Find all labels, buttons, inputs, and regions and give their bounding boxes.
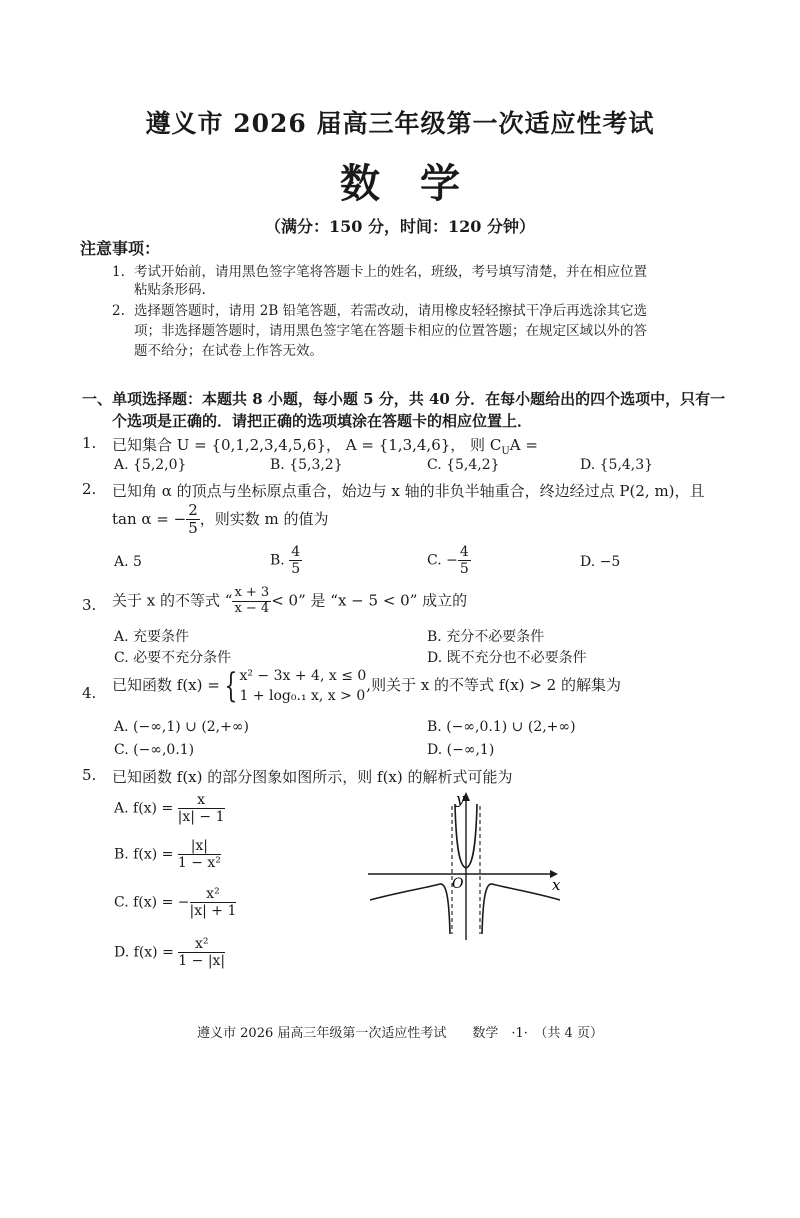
q5-option-a-label: A. [114, 800, 129, 817]
note-1-line-1: 考试开始前，请用黑色签字笔将答题卡上的姓名，班级，考号填写清楚，并在相应位置 [134, 264, 647, 280]
q1-number: 1. [82, 434, 97, 452]
q3-option-a[interactable]: A. 充要条件 [114, 629, 190, 645]
q2-tan-num: 2 [188, 501, 198, 519]
q4-case-1: x² − 3x + 4, x ≤ 0 [239, 668, 367, 684]
page-footer: 遵义市 2026 届高三年级第一次适应性考试 数学 ·1· （共 4 页） [197, 1026, 603, 1041]
q5-option-a-lhs: f(x) = [133, 800, 174, 817]
exam-title: 遵义市 2026 届高三年级第一次适应性考试 [145, 109, 655, 138]
q4-option-a[interactable]: A. (−∞,1) ∪ (2,+∞) [114, 719, 249, 735]
section-1-heading: 一、单项选择题：本题共 8 小题，每小题 5 分，共 40 分．在每小题给出的四个选项中，只有一 [82, 390, 726, 408]
q1-option-c[interactable]: C. {5,4,2} [427, 457, 500, 473]
q5-option-a-num: x [178, 792, 225, 809]
q1-option-b[interactable]: B. {5,3,2} [270, 457, 343, 473]
q5-option-c-den: |x| + 1 [189, 903, 237, 920]
q4-option-b[interactable]: B. (−∞,0.1) ∪ (2,+∞) [427, 719, 576, 735]
q2-tan-den: 5 [188, 519, 198, 538]
note-2-number: 2. [112, 303, 125, 319]
q3-stem-mid: < 0” 是 “x − 5 < 0” 成立的 [271, 591, 468, 610]
q1-stem-text: 已知集合 U = {0,1,2,3,4,5,6}， A = {1,3,4,6}， 则 C [112, 436, 502, 454]
q5-option-b-num: |x| [178, 838, 221, 855]
q5-option-c-lhs: f(x) = − [133, 894, 190, 911]
note-2-line-3: 题不给分；在试卷上作答无效。 [134, 343, 323, 359]
q2-option-c[interactable] [427, 544, 471, 577]
q5-option-a-fraction [178, 792, 225, 825]
q2-tan-fraction [186, 502, 200, 538]
q5-option-d-den: 1 − |x| [178, 953, 226, 970]
q3-option-c[interactable]: C. 必要不充分条件 [114, 650, 232, 666]
graph-origin-label: O [452, 876, 464, 892]
q2-number: 2. [82, 480, 97, 498]
q5-option-c-fraction [190, 886, 237, 919]
q5-option-b-lhs: f(x) = [133, 846, 174, 863]
q5-option-c[interactable] [114, 886, 236, 919]
q2-stem-line1: 已知角 α 的顶点与坐标原点重合，始边与 x 轴的非负半轴重合，终边经过点 P(2, m)，且 [112, 482, 705, 500]
q1-option-d[interactable]: D. {5,4,3} [580, 457, 654, 473]
q5-stem: 已知函数 f(x) 的部分图象如图所示，则 f(x) 的解析式可能为 [112, 768, 513, 786]
q4-stem-post: ,则关于 x 的不等式 f(x) > 2 的解集为 [366, 676, 621, 694]
q4-cases [239, 666, 366, 706]
q4-stem-pre: 已知函数 f(x) = [112, 676, 220, 694]
q2-option-b-fraction [289, 544, 302, 577]
q1-stem-tail: A = [509, 436, 538, 454]
q3-frac-den: x − 4 [234, 600, 270, 616]
q5-option-b-label: B. [114, 846, 129, 863]
q3-number: 3. [82, 596, 97, 614]
q2-option-c-label: C. − [427, 552, 458, 569]
q2-tan-tail: ，则实数 m 的值为 [199, 509, 329, 528]
q2-tan-lhs: tan α = − [112, 509, 187, 528]
q5-option-b-den: 1 − x² [177, 855, 221, 872]
q5-option-d-label: D. [114, 944, 130, 961]
q4-case-2: 1 + log₀.₁ x, x > 0 [239, 688, 366, 704]
graph-curve-left [370, 884, 450, 934]
q5-option-c-num: x² [190, 886, 237, 903]
q2-option-b-den: 5 [291, 561, 301, 578]
graph-x-label: x [552, 876, 561, 894]
q5-option-c-label: C. [114, 894, 129, 911]
q2-option-b-label: B. [270, 552, 285, 569]
graph-curve-right [482, 884, 560, 934]
note-1-number: 1. [112, 264, 125, 280]
q5-option-d-num: x² [178, 936, 225, 953]
section-1-heading-cont: 个选项是正确的．请把正确的选项填涂在答题卡的相应位置上． [112, 412, 533, 430]
q5-option-a-den: |x| − 1 [177, 809, 225, 826]
note-2-line-1: 选择题答题时，请用 2B 铅笔答题，若需改动，请用橡皮轻轻擦拭干净后再选涂其它选 [134, 303, 648, 319]
q3-option-b[interactable]: B. 充分不必要条件 [427, 629, 545, 645]
q1-stem-sub: U [501, 446, 510, 457]
note-2-line-2: 项；非选择题答题时，请用黑色签字笔在答题卡相应的位置答题；在规定区域以外的答 [134, 323, 647, 339]
graph-y-label: y [456, 790, 465, 808]
note-1-line-2: 粘贴条形码. [134, 282, 206, 298]
q5-function-graph [360, 784, 580, 944]
q5-option-d[interactable] [114, 936, 225, 969]
q2-stem-line2 [112, 502, 329, 538]
q4-number: 4. [82, 684, 97, 702]
q4-option-c[interactable]: C. (−∞,0.1) [114, 742, 195, 758]
q1-stem [112, 434, 538, 457]
subject-title: 数学 [340, 160, 500, 207]
q3-stem-pre: 关于 x 的不等式 “ [112, 591, 233, 610]
q2-option-c-fraction [458, 544, 471, 577]
q1-option-a[interactable]: A. {5,2,0} [114, 457, 187, 473]
q4-stem [112, 666, 621, 706]
q3-fraction [232, 586, 271, 617]
q3-stem [112, 586, 467, 617]
q4-brace: { [224, 666, 238, 706]
q2-option-c-den: 5 [459, 561, 469, 578]
q5-option-b-fraction [178, 838, 221, 871]
q2-option-a[interactable]: A. 5 [114, 554, 142, 570]
q5-option-a[interactable] [114, 792, 225, 825]
q2-option-b-num: 4 [291, 544, 301, 560]
q5-number: 5. [82, 766, 97, 784]
notes-heading: 注意事项： [80, 239, 161, 258]
q2-option-c-num: 4 [459, 544, 469, 560]
q3-option-d[interactable]: D. 既不充分也不必要条件 [427, 650, 587, 666]
q3-frac-num: x + 3 [234, 585, 270, 600]
q2-option-b[interactable] [270, 544, 302, 577]
q5-option-b[interactable] [114, 838, 221, 871]
exam-meta: （满分：150 分，时间：120 分钟） [265, 217, 535, 236]
q5-option-d-lhs: f(x) = [133, 944, 174, 961]
q4-option-d[interactable]: D. (−∞,1) [427, 742, 495, 758]
q5-option-d-fraction [178, 936, 225, 969]
q2-option-d[interactable]: D. −5 [580, 554, 621, 570]
